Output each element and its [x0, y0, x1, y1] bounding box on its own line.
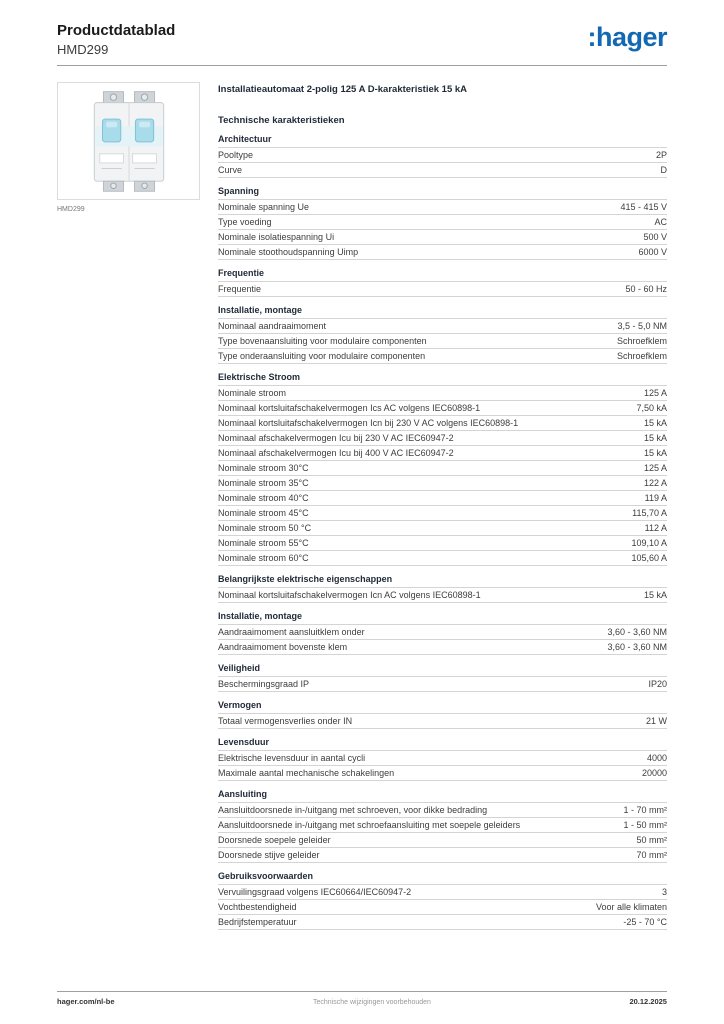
spec-row	[218, 506, 667, 521]
spec-value: 119 A	[644, 492, 667, 503]
spec-value: 50 mm²	[636, 834, 667, 845]
spec-label: Nominale stoothoudspanning Uimp	[218, 246, 359, 257]
spec-label: Aandraaimoment bovenste klem	[218, 641, 348, 652]
spec-label: Nominaal afschakelvermogen Icu bij 230 V AC IEC60947-2	[218, 432, 454, 443]
spec-value: 6000 V	[638, 246, 667, 257]
spec-table	[218, 281, 667, 297]
spec-table	[218, 624, 667, 655]
product-image-column	[57, 82, 200, 930]
spec-value: 122 A	[643, 477, 667, 488]
spec-table	[218, 750, 667, 781]
spec-value: 4000	[646, 752, 667, 763]
spec-value: Schroefklem	[616, 350, 667, 361]
hager-logo: :hager	[587, 22, 667, 52]
spec-value: AC	[654, 216, 667, 227]
spec-table	[218, 884, 667, 930]
footer-row	[57, 997, 667, 1006]
spec-row	[218, 416, 667, 431]
spec-row	[218, 334, 667, 349]
spec-section	[218, 737, 667, 781]
spec-row	[218, 401, 667, 416]
section-heading: Vermogen	[218, 700, 262, 710]
spec-label: Nominale stroom 55°C	[218, 537, 309, 548]
spec-table	[218, 385, 667, 566]
spec-section	[218, 663, 667, 692]
spec-row	[218, 551, 667, 566]
product-image-caption: HMD299	[57, 206, 85, 213]
spec-value: 1 - 70 mm²	[623, 804, 667, 815]
spec-value: 3,60 - 3,60 NM	[607, 641, 667, 652]
spec-value: 7,50 kA	[636, 402, 667, 413]
spec-label: Nominale stroom 50 °C	[218, 522, 312, 533]
spec-section	[218, 700, 667, 729]
spec-row	[218, 431, 667, 446]
spec-value: 21 W	[645, 715, 667, 726]
spec-label: Elektrische levensduur in aantal cycli	[218, 752, 366, 763]
spec-row	[218, 200, 667, 215]
section-heading: Architectuur	[218, 134, 272, 144]
spec-value: Voor alle klimaten	[595, 901, 667, 912]
spec-value: 109,10 A	[631, 537, 667, 548]
spec-row	[218, 215, 667, 230]
footer-date: 20.12.2025	[629, 997, 667, 1006]
spec-row	[218, 230, 667, 245]
section-heading: Aansluiting	[218, 789, 267, 799]
spec-value: 15 kA	[643, 432, 667, 443]
spec-label: Aansluitdoorsnede in-/uitgang met schroeven, voor dikke bedrading	[218, 804, 488, 815]
spec-value: Schroefklem	[616, 335, 667, 346]
spec-label: Nominale stroom 40°C	[218, 492, 309, 503]
spec-row	[218, 446, 667, 461]
spec-row	[218, 163, 667, 178]
spec-section	[218, 134, 667, 178]
spec-label: Maximale aantal mechanische schakelingen	[218, 767, 395, 778]
footer-website-link[interactable]: hager.com/nl-be	[57, 997, 115, 1006]
spec-section	[218, 186, 667, 260]
page-title: Productdatablad	[57, 22, 176, 39]
section-heading: Belangrijkste elektrische eigenschappen	[218, 574, 393, 584]
spec-value: 105,60 A	[631, 552, 667, 563]
spec-row	[218, 349, 667, 364]
spec-label: Aandraaimoment aansluitklem onder	[218, 626, 365, 637]
spec-row	[218, 148, 667, 163]
spec-row	[218, 714, 667, 729]
spec-row	[218, 833, 667, 848]
spec-label: Totaal vermogensverlies onder IN	[218, 715, 353, 726]
spec-value: -25 - 70 °C	[623, 916, 667, 927]
circuit-breaker-image	[64, 88, 194, 194]
spec-value: 115,70 A	[632, 507, 667, 518]
main-content	[57, 82, 667, 930]
spec-label: Nominaal afschakelvermogen Icu bij 400 V AC IEC60947-2	[218, 447, 454, 458]
spec-label: Beschermingsgraad IP	[218, 678, 310, 689]
product-reference: HMD299	[57, 42, 109, 57]
product-image-box	[57, 82, 200, 200]
spec-label: Frequentie	[218, 283, 262, 294]
spec-label: Nominale stroom 30°C	[218, 462, 309, 473]
spec-value: 3,60 - 3,60 NM	[607, 626, 667, 637]
spec-row	[218, 751, 667, 766]
spec-value: IP20	[648, 678, 667, 689]
spec-row	[218, 818, 667, 833]
section-heading: Installatie, montage	[218, 611, 303, 621]
spec-table	[218, 713, 667, 729]
tech-characteristics-heading: Technische karakteristieken	[218, 115, 345, 126]
spec-label: Doorsnede soepele geleider	[218, 834, 331, 845]
spec-label: Nominale stroom	[218, 387, 287, 398]
spec-label: Nominale stroom 35°C	[218, 477, 309, 488]
spec-table	[218, 147, 667, 178]
spec-table	[218, 587, 667, 603]
spec-value: D	[660, 164, 667, 175]
section-heading: Veiligheid	[218, 663, 261, 673]
spec-row	[218, 476, 667, 491]
spec-row	[218, 848, 667, 863]
spec-row	[218, 386, 667, 401]
footer-disclaimer: Technische wijzigingen voorbehouden	[313, 999, 431, 1006]
spec-label: Nominale stroom 45°C	[218, 507, 309, 518]
spec-row	[218, 766, 667, 781]
spec-value: 125 A	[643, 387, 667, 398]
spec-value: 112 A	[644, 522, 667, 533]
spec-row	[218, 677, 667, 692]
spec-value: 15 kA	[643, 417, 667, 428]
spec-value: 1 - 50 mm²	[623, 819, 667, 830]
section-heading: Gebruiksvoorwaarden	[218, 871, 314, 881]
spec-row	[218, 319, 667, 334]
spec-label: Curve	[218, 164, 243, 175]
spec-row	[218, 461, 667, 476]
spec-label: Aansluitdoorsnede in-/uitgang met schroefaansluiting met soepele geleiders	[218, 819, 521, 830]
spec-table	[218, 802, 667, 863]
spec-label: Vochtbestendigheid	[218, 901, 297, 912]
spec-table	[218, 676, 667, 692]
spec-section	[218, 871, 667, 930]
spec-row	[218, 640, 667, 655]
spec-value: 3	[661, 886, 667, 897]
section-heading: Levensduur	[218, 737, 270, 747]
spec-row	[218, 521, 667, 536]
spec-section	[218, 574, 667, 603]
page-header	[57, 22, 667, 66]
spec-label: Nominale isolatiespanning Ui	[218, 231, 335, 242]
spec-row	[218, 803, 667, 818]
spec-row	[218, 900, 667, 915]
spec-label: Bedrijfstemperatuur	[218, 916, 297, 927]
section-heading: Installatie, montage	[218, 305, 303, 315]
spec-section	[218, 789, 667, 863]
section-heading: Spanning	[218, 186, 259, 196]
spec-label: Doorsnede stijve geleider	[218, 849, 320, 860]
spec-section	[218, 268, 667, 297]
spec-row	[218, 588, 667, 603]
spec-value: 15 kA	[643, 589, 667, 600]
spec-label: Type voeding	[218, 216, 272, 227]
spec-sections	[218, 134, 667, 930]
spec-column	[218, 82, 667, 930]
spec-section	[218, 305, 667, 364]
spec-value: 50 - 60 Hz	[625, 283, 667, 294]
spec-value: 70 mm²	[636, 849, 667, 860]
header-titles	[57, 22, 175, 57]
section-heading: Frequentie	[218, 268, 265, 278]
spec-row	[218, 885, 667, 900]
spec-value: 125 A	[643, 462, 667, 473]
spec-value: 415 - 415 V	[620, 201, 667, 212]
spec-label: Type bovenaansluiting voor modulaire componenten	[218, 335, 427, 346]
spec-label: Nominaal aandraaimoment	[218, 320, 327, 331]
spec-value: 20000	[641, 767, 667, 778]
spec-section	[218, 611, 667, 655]
spec-row	[218, 536, 667, 551]
spec-label: Nominale stroom 60°C	[218, 552, 309, 563]
product-title: Installatieautomaat 2-polig 125 A D-karakteristiek 15 kA	[218, 84, 468, 95]
spec-label: Type onderaansluiting voor modulaire componenten	[218, 350, 426, 361]
page-footer	[57, 991, 667, 1006]
spec-row	[218, 491, 667, 506]
spec-label: Pooltype	[218, 149, 254, 160]
spec-value: 2P	[655, 149, 667, 160]
spec-value: 15 kA	[643, 447, 667, 458]
spec-row	[218, 625, 667, 640]
spec-table	[218, 318, 667, 364]
spec-label: Nominaal kortsluitafschakelvermogen Ics AC volgens IEC60898-1	[218, 402, 481, 413]
spec-row	[218, 282, 667, 297]
spec-label: Nominale spanning Ue	[218, 201, 310, 212]
spec-label: Nominaal kortsluitafschakelvermogen Icn AC volgens IEC60898-1	[218, 589, 481, 600]
spec-value: 500 V	[643, 231, 667, 242]
section-heading: Elektrische Stroom	[218, 372, 301, 382]
spec-label: Vervuilingsgraad volgens IEC60664/IEC60947-2	[218, 886, 412, 897]
spec-row	[218, 245, 667, 260]
spec-section	[218, 372, 667, 566]
spec-label: Nominaal kortsluitafschakelvermogen Icn bij 230 V AC volgens IEC60898-1	[218, 417, 519, 428]
spec-row	[218, 915, 667, 930]
footer-divider	[57, 991, 667, 992]
spec-table	[218, 199, 667, 260]
spec-value: 3,5 - 5,0 NM	[617, 320, 667, 331]
